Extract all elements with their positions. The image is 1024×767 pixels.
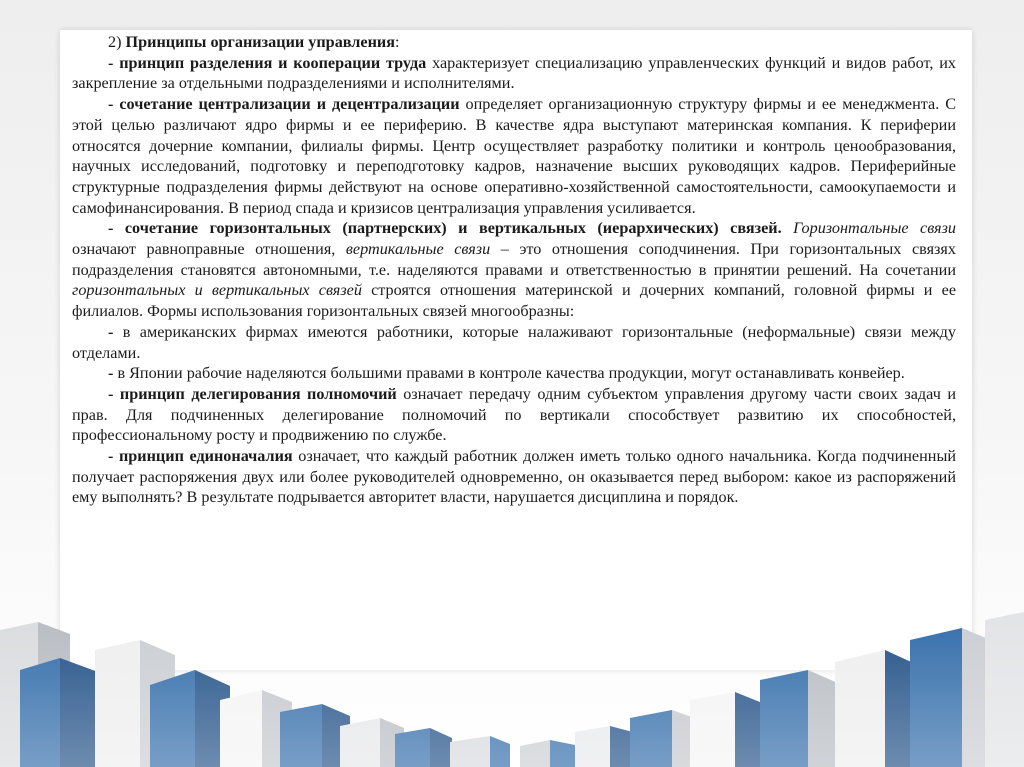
- p3-text-2: – это отношения соподчинения. При горизонтальных связях подразделения становятся автономными, т.е. наделяются правами и ответственностью в принятии решений. На сочетании: [72, 240, 956, 279]
- heading-title: Принципы организации управления: [125, 33, 395, 51]
- p3-italic-horizontal: Горизонтальные связи: [793, 219, 956, 238]
- paragraph-unity-of-command: [72, 446, 956, 508]
- p3-dot: .: [777, 219, 782, 238]
- p2-term: сочетание централизации и децентрализации: [119, 95, 460, 114]
- p5-text: в Японии рабочие наделяются большими правами в контроле качества продукции, могут останавливать конвейер.: [117, 364, 905, 383]
- p1-term: принцип разделения и кооперации труда: [119, 53, 427, 72]
- p1-dash: -: [108, 53, 120, 72]
- paragraph-centralization: [72, 94, 956, 218]
- document-text: [72, 32, 956, 508]
- buildings-illustration: [0, 600, 1024, 767]
- p7-text: означает, что каждый работник должен иметь только одного начальника. Когда подчиненный получает распоряжения двух или более руководителей одновременно, он оказывается перед выбором: какое из распоряжений ему выполнять? В результате подрывается авторитет власти, нарушается дисциплина и порядок.: [72, 447, 956, 507]
- p3-text-1: означают равноправные отношения,: [72, 240, 346, 259]
- paragraph-american-firms: [72, 322, 956, 363]
- heading-number: 2): [108, 33, 122, 51]
- p3-italic-vertical: вертикальные связи: [345, 240, 491, 259]
- heading-colon: :: [395, 33, 400, 51]
- p1-text: характеризует специализацию управленческих функций и видов работ, их закрепление за отдельными подразделениями и исполнителями.: [72, 53, 956, 93]
- p6-term: - принцип делегирования полномочий: [108, 384, 397, 403]
- p6-text: означает передачу одним субъектом управления другому части своих задач и прав. Для подчиненных делегирование полномочий по вертикали способствует развитию их способностей, профессиональному росту и продвижению по службе.: [72, 384, 956, 445]
- p2-text: определяет организационную структуру фирмы и ее менеджмента. С этой целью различают ядро фирмы и ее периферию. В качестве ядра выступают материнская компания. К периферии относятся дочерние компании, филиалы фирмы. Центр осуществляет разработку политики и контроль ценообразования, научных исследований, подготовку и переподготовку кадров, назначение высших руководящих кадров. Периферийные структурные подразделения фирмы действуют на основе оперативно-хозяйственной самостоятельности, самоокупаемости и самофинансирования. В период спада и кризисов централизация управления усиливается.: [72, 95, 957, 217]
- paragraph-japan: [72, 363, 956, 384]
- p4-dash: -: [108, 322, 123, 341]
- p2-dash: -: [108, 95, 120, 114]
- paragraph-delegation: [72, 384, 956, 446]
- p7-term: - принцип единоначалия: [108, 447, 293, 466]
- paragraph-division-of-labor: [72, 53, 956, 94]
- p5-dash: -: [108, 364, 118, 383]
- p4-text: в американских фирмах имеются работники, которые налаживают горизонтальные (неформальные) связи между отделами.: [72, 322, 956, 362]
- p3-text-3: строятся отношения материнской и дочерних компаний, головной фирмы и ее филиалов. Формы использования горизонтальных связей многообразны:: [72, 281, 957, 321]
- section-heading: [72, 32, 956, 53]
- city-buildings-decoration: [0, 600, 1024, 767]
- p3-term: - сочетание горизонтальных (партнерских) и вертикальных (иерархических) связей: [108, 219, 778, 238]
- paragraph-horizontal-vertical: [72, 218, 956, 322]
- p3-italic-combined: горизонтальных и вертикальных связей: [72, 281, 362, 300]
